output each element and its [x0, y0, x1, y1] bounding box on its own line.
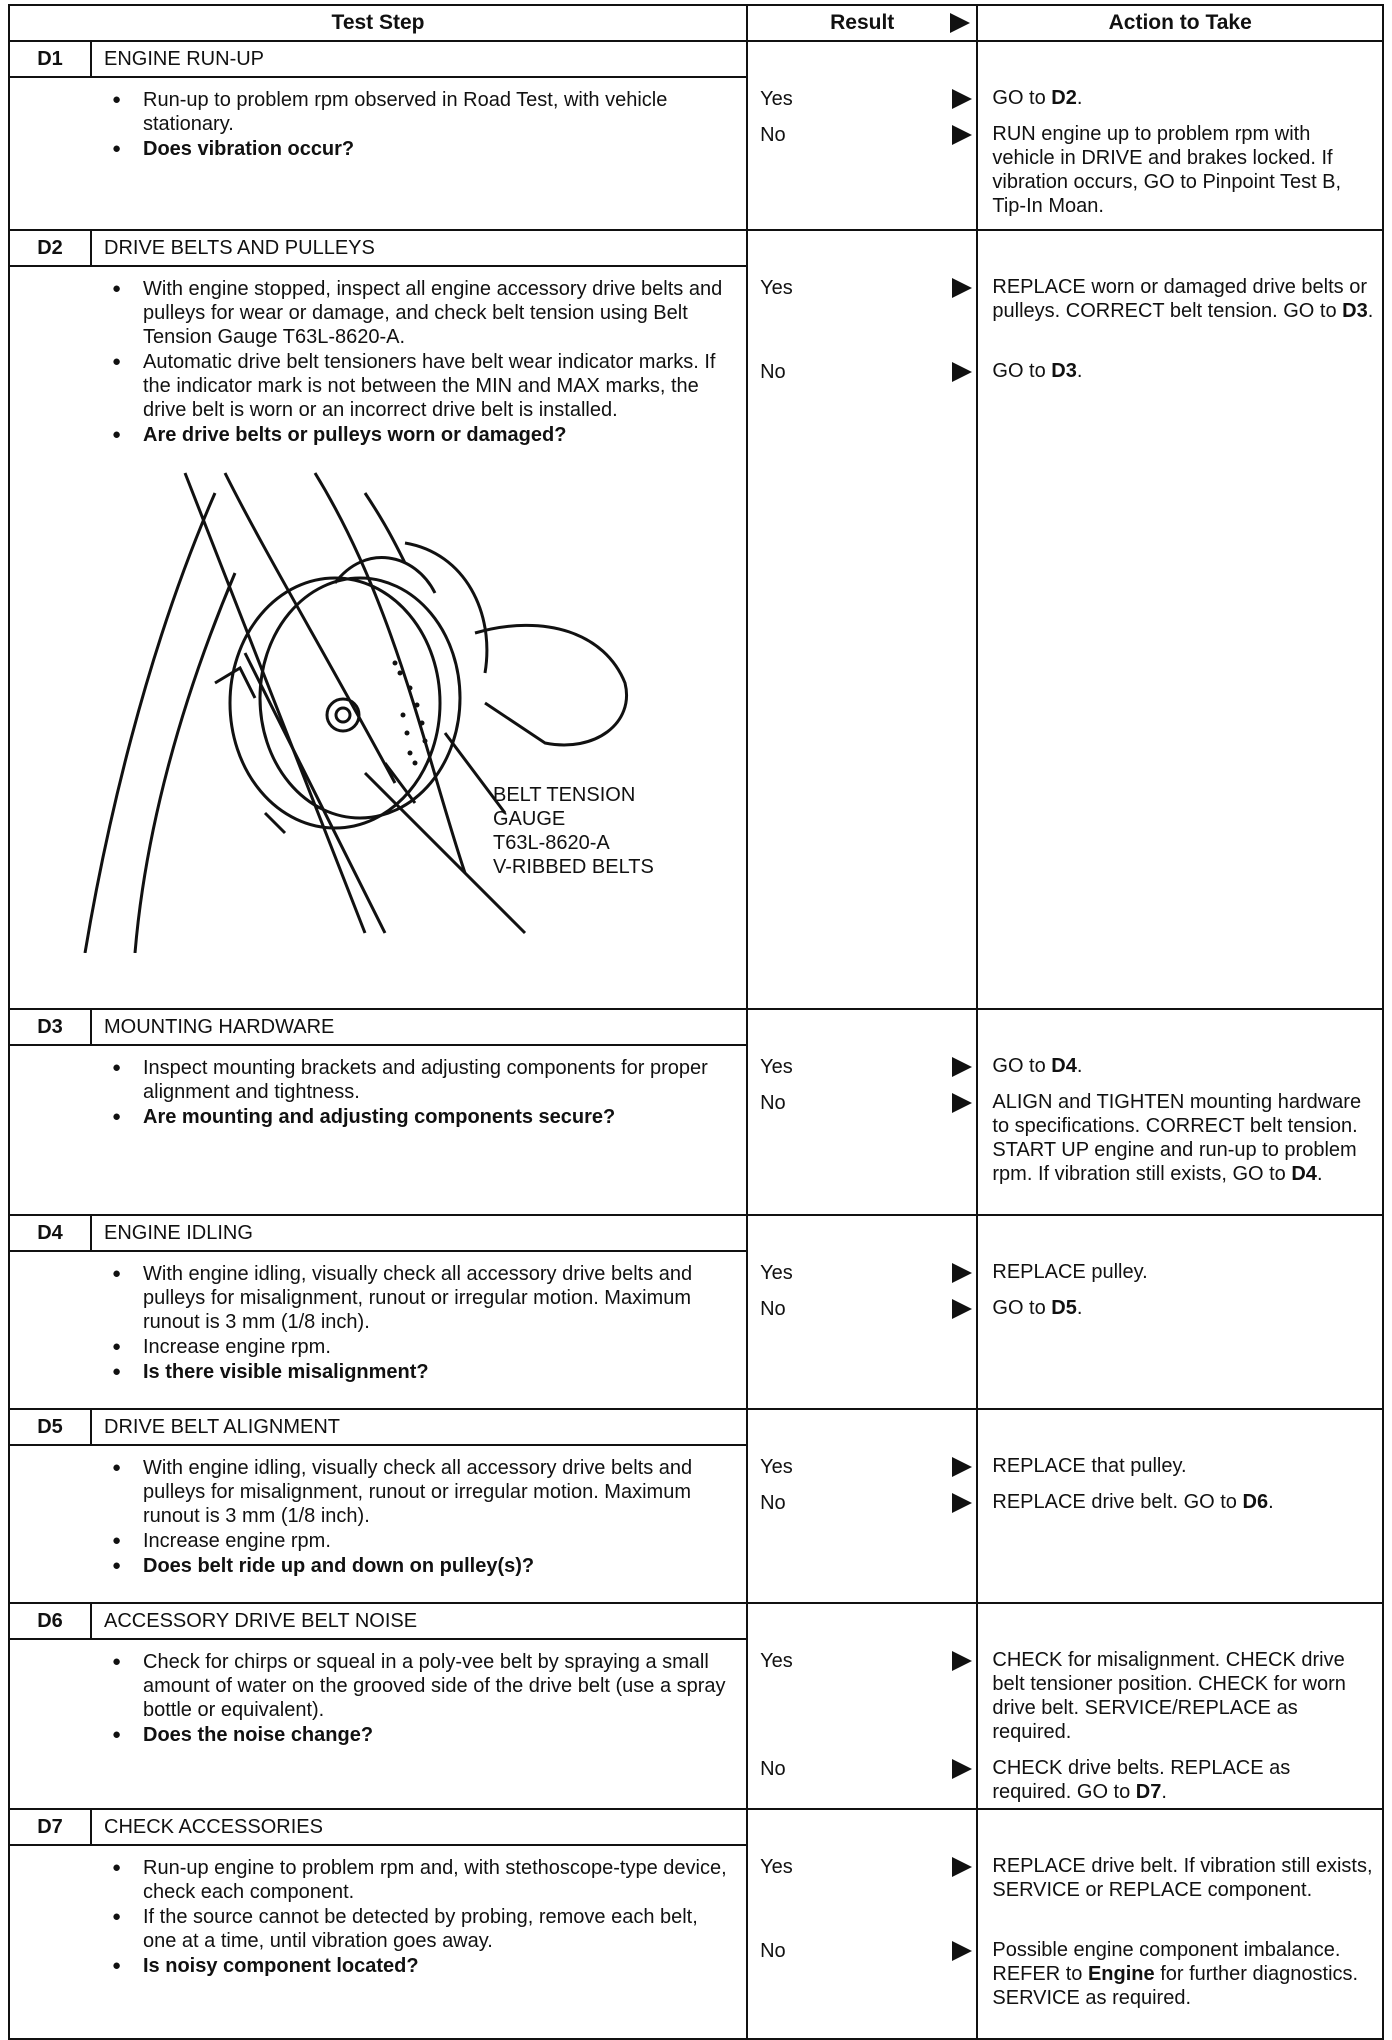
arrow-right-icon	[952, 1941, 972, 1961]
header-action: Action to Take	[977, 5, 1383, 41]
belt-tension-gauge-illustration	[10, 453, 746, 958]
bullet-item: ● Check for chirps or squeal in a poly-vee belt by spraying a small amount of water on the grooved side of the drive belt (use a spray bottle or equivalent).	[10, 1650, 736, 1722]
result-label: Yes	[760, 88, 793, 110]
arrow-right-icon	[952, 1457, 972, 1477]
step-heading	[10, 1810, 746, 1846]
step-id: D7	[10, 1810, 92, 1844]
action-text-end: .	[1367, 300, 1374, 322]
action-ref: D4	[1291, 1163, 1317, 1185]
result-yes	[748, 1648, 976, 1674]
result-no	[748, 1938, 976, 1964]
arrow-right-icon	[952, 125, 972, 145]
bullet-item: ● Run-up to problem rpm observed in Road Test, with vehicle stationary.	[10, 88, 736, 136]
step-id: D6	[10, 1604, 92, 1638]
bullet-question: ● Is there visible misalignment?	[10, 1360, 736, 1384]
result-no	[748, 1090, 976, 1116]
action-no	[992, 1490, 1374, 1514]
result-label: Yes	[760, 1056, 793, 1078]
action-ref: D2	[1051, 87, 1077, 109]
illustration-label: T63L-8620-A	[493, 832, 610, 854]
action-yes	[992, 1854, 1374, 1902]
arrow-right-icon	[952, 1759, 972, 1779]
action-text-end: .	[1076, 360, 1083, 382]
result-cell	[747, 1215, 977, 1409]
action-cell	[977, 1215, 1383, 1409]
action-text: CHECK drive belts. REPLACE as required. GO to	[992, 1757, 1291, 1803]
step-cell	[9, 1215, 747, 1409]
step-heading	[10, 1604, 746, 1640]
action-text: REPLACE drive belt. If vibration still exists, SERVICE or REPLACE component.	[992, 1855, 1373, 1901]
action-ref: Engine	[1087, 1963, 1155, 1985]
step-cell	[9, 1603, 747, 1809]
result-yes	[748, 86, 976, 112]
result-yes	[748, 1454, 976, 1480]
arrow-right-icon	[952, 1493, 972, 1513]
action-no	[992, 122, 1374, 218]
step-title: ENGINE RUN-UP	[104, 47, 265, 70]
step-id: D5	[10, 1410, 92, 1444]
bullet-item: ● Increase engine rpm.	[10, 1529, 736, 1553]
result-cell	[747, 230, 977, 1009]
diagnostic-table-page	[8, 4, 1384, 2012]
step-row-d3	[9, 1009, 1383, 1215]
action-no	[992, 1938, 1374, 2010]
result-yes	[748, 275, 976, 301]
step-cell	[9, 1809, 747, 2039]
result-label: Yes	[760, 277, 793, 299]
result-label: Yes	[760, 1650, 793, 1672]
result-label: No	[760, 1758, 786, 1780]
step-bullets	[10, 277, 746, 447]
arrow-right-icon	[952, 1857, 972, 1877]
step-cell	[9, 1409, 747, 1603]
result-label: Yes	[760, 1456, 793, 1478]
illustration-label: GAUGE	[493, 808, 566, 830]
arrow-right-icon	[952, 1651, 972, 1671]
action-ref: D5	[1051, 1297, 1077, 1319]
action-text: ALIGN and TIGHTEN mounting hardware to specifications. CORRECT belt tension. START UP engine and run-up to problem rpm. If vibration still exists, GO to	[992, 1091, 1362, 1185]
result-label: Yes	[760, 1856, 793, 1878]
arrow-right-icon	[952, 89, 972, 109]
step-heading	[10, 1010, 746, 1046]
arrow-right-icon	[950, 13, 970, 33]
step-heading	[10, 1216, 746, 1252]
action-cell	[977, 1809, 1383, 2039]
bullet-item: ● Automatic drive belt tensioners have belt wear indicator marks. If the indicator mark is not between the MIN and MAX marks, the drive belt is worn or an incorrect drive belt is installed.	[10, 350, 736, 422]
action-yes	[992, 86, 1374, 110]
result-label: No	[760, 1092, 786, 1114]
action-text: CHECK for misalignment. CHECK drive belt tensioner position. CHECK for worn drive belt. SERVICE/REPLACE as required.	[992, 1649, 1346, 1743]
action-cell	[977, 41, 1383, 230]
action-cell	[977, 230, 1383, 1009]
step-id: D3	[10, 1010, 92, 1044]
step-bullets	[10, 1056, 746, 1129]
result-label: No	[760, 361, 786, 383]
bullet-item: ● Run-up engine to problem rpm and, with stethoscope-type device, check each component.	[10, 1856, 736, 1904]
action-text-end: .	[1316, 1163, 1323, 1185]
step-row-d7	[9, 1809, 1383, 2039]
step-row-d6	[9, 1603, 1383, 1809]
bullet-question: ● Does belt ride up and down on pulley(s)?	[10, 1554, 736, 1578]
step-cell	[9, 230, 747, 1009]
result-label: No	[760, 124, 786, 146]
arrow-right-icon	[952, 1299, 972, 1319]
action-text: GO to	[992, 1055, 1052, 1077]
bullet-item: ● With engine stopped, inspect all engine accessory drive belts and pulleys for wear or damage, and check belt tension using Belt Tension Gauge T63L-8620-A.	[10, 277, 736, 349]
action-text: REPLACE worn or damaged drive belts or pulleys. CORRECT belt tension. GO to	[992, 276, 1368, 322]
action-ref: D3	[1051, 360, 1077, 382]
result-yes	[748, 1854, 976, 1880]
action-text-end: .	[1076, 1055, 1083, 1077]
action-no	[992, 1296, 1374, 1320]
arrow-right-icon	[952, 362, 972, 382]
step-bullets	[10, 1856, 746, 1978]
bullet-item: ● With engine idling, visually check all accessory drive belts and pulleys for misalignment, runout or irregular motion. Maximum runout is 3 mm (1/8 inch).	[10, 1262, 736, 1334]
step-heading	[10, 42, 746, 78]
pinpoint-test-table	[8, 4, 1384, 2040]
step-row-d1	[9, 41, 1383, 230]
step-id: D4	[10, 1216, 92, 1250]
action-ref: D3	[1342, 300, 1368, 322]
header-result-label: Result	[830, 11, 895, 34]
step-row-d4	[9, 1215, 1383, 1409]
result-no	[748, 1490, 976, 1516]
arrow-right-icon	[952, 278, 972, 298]
arrow-right-icon	[952, 1263, 972, 1283]
step-id: D2	[10, 231, 92, 265]
arrow-right-icon	[952, 1093, 972, 1113]
action-ref: D4	[1051, 1055, 1077, 1077]
header-test-step: Test Step	[9, 5, 747, 41]
step-title: ACCESSORY DRIVE BELT NOISE	[104, 1609, 418, 1632]
step-title: CHECK ACCESSORIES	[104, 1815, 323, 1838]
result-cell	[747, 41, 977, 230]
action-text-end: .	[1076, 87, 1083, 109]
illustration-label: BELT TENSION	[493, 784, 636, 806]
action-text: GO to	[992, 87, 1052, 109]
bullet-item: ● Inspect mounting brackets and adjusting components for proper alignment and tightness.	[10, 1056, 736, 1104]
step-id: D1	[10, 42, 92, 76]
action-text: REPLACE pulley.	[992, 1261, 1148, 1283]
action-text: Possible engine component imbalance. REFER to	[992, 1939, 1341, 1985]
action-yes	[992, 1054, 1374, 1078]
table-header-row	[9, 5, 1383, 41]
header-result	[747, 5, 977, 41]
result-no	[748, 1756, 976, 1782]
bullet-item: ● If the source cannot be detected by probing, remove each belt, one at a time, until vibration goes away.	[10, 1905, 736, 1953]
result-no	[748, 122, 976, 148]
action-text: GO to	[992, 360, 1052, 382]
action-text: GO to	[992, 1297, 1052, 1319]
result-no	[748, 359, 976, 385]
bullet-item: ● Increase engine rpm.	[10, 1335, 736, 1359]
action-text: REPLACE drive belt. GO to	[992, 1491, 1243, 1513]
step-title: MOUNTING HARDWARE	[104, 1015, 335, 1038]
action-text-end: for further diagnostics. SERVICE as required.	[992, 1963, 1359, 2009]
step-cell	[9, 41, 747, 230]
action-text-end: .	[1268, 1491, 1274, 1513]
result-label: No	[760, 1492, 786, 1514]
bullet-item: ● With engine idling, visually check all accessory drive belts and pulleys for misalignment, runout or irregular motion. Maximum runout is 3 mm (1/8 inch).	[10, 1456, 736, 1528]
action-yes	[992, 1260, 1374, 1284]
step-bullets	[10, 1456, 746, 1578]
step-bullets	[10, 1262, 746, 1384]
step-bullets	[10, 88, 746, 161]
result-cell	[747, 1409, 977, 1603]
action-text-end: .	[1161, 1781, 1167, 1803]
step-cell	[9, 1009, 747, 1215]
result-label: No	[760, 1298, 786, 1320]
bullet-question: ● Is noisy component located?	[10, 1954, 736, 1978]
result-cell	[747, 1009, 977, 1215]
step-heading	[10, 231, 746, 267]
action-no	[992, 1090, 1374, 1186]
action-no	[992, 1756, 1374, 1804]
action-yes	[992, 1648, 1374, 1744]
result-yes	[748, 1260, 976, 1286]
action-ref: D7	[1135, 1781, 1162, 1803]
action-cell	[977, 1009, 1383, 1215]
action-text-end: .	[1076, 1297, 1083, 1319]
action-yes	[992, 1454, 1374, 1478]
step-title: ENGINE IDLING	[104, 1221, 253, 1244]
result-cell	[747, 1809, 977, 2039]
result-label: Yes	[760, 1262, 793, 1284]
bullet-question: ● Are drive belts or pulleys worn or damaged?	[10, 423, 736, 447]
step-heading	[10, 1410, 746, 1446]
bullet-question: ● Does the noise change?	[10, 1723, 736, 1747]
action-ref: D6	[1242, 1491, 1269, 1513]
bullet-question: ● Does vibration occur?	[10, 137, 736, 161]
result-label: No	[760, 1940, 786, 1962]
action-cell	[977, 1603, 1383, 1809]
step-row-d2	[9, 230, 1383, 1009]
result-cell	[747, 1603, 977, 1809]
result-yes	[748, 1054, 976, 1080]
result-no	[748, 1296, 976, 1322]
step-title: DRIVE BELT ALIGNMENT	[104, 1415, 340, 1438]
arrow-right-icon	[952, 1057, 972, 1077]
action-cell	[977, 1409, 1383, 1603]
step-title: DRIVE BELTS AND PULLEYS	[104, 236, 375, 259]
action-text: REPLACE that pulley.	[992, 1455, 1187, 1477]
illustration-label: V-RIBBED BELTS	[493, 856, 654, 878]
action-yes	[992, 275, 1374, 323]
step-row-d5	[9, 1409, 1383, 1603]
action-no	[992, 359, 1374, 383]
action-text: RUN engine up to problem rpm with vehicle in DRIVE and brakes locked. If vibration occurs, GO to Pinpoint Test B, Tip-In Moan.	[992, 123, 1342, 217]
step-bullets	[10, 1650, 746, 1747]
bullet-question: ● Are mounting and adjusting components secure?	[10, 1105, 736, 1129]
